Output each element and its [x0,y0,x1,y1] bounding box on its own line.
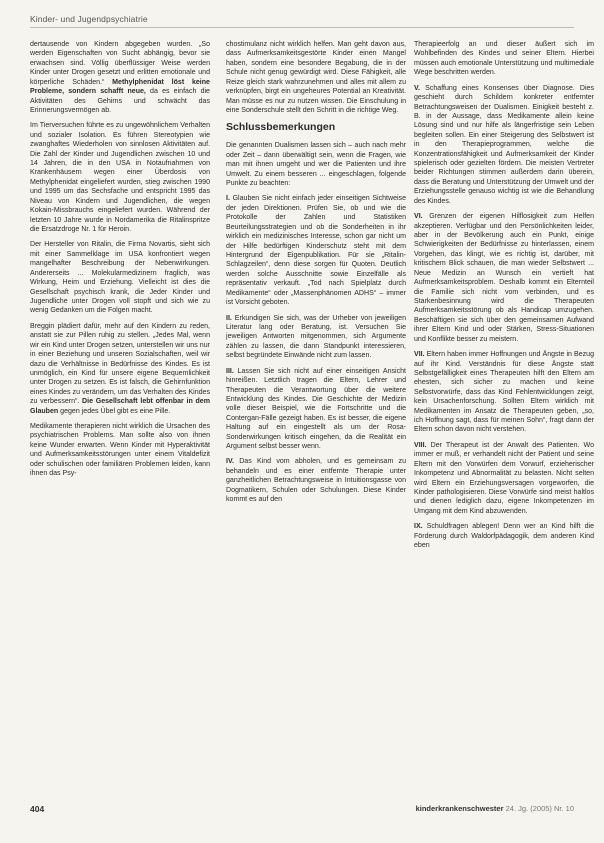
item-text: Lassen Sie sich nicht auf einer einseitigen Ansicht hinreißen. Letztlich tragen die Eltern, Lehrer und Therapeuten die Verantwortung über die weitere Entwicklung des Kindes. Die Geschichte der Medizin volle dieser Beispiel, wie die Fortschritte und die Contergan-Fälle gezeigt haben. Es ist besser, die eigene Haltung auf ein eingestellt als um der Rosa-Sonderwirkungen kritisch eingehen, da die Realität ein Argument selbst besser wenn. [226,367,406,451]
page-number: 404 [30,804,45,814]
item-text: Schuldfragen ablegen! Denn wer an Kind hilft die Förderung durch Waldorfpädagogik, dem anderen Kind eben [414,523,594,550]
paragraph-text: gegen jedes Übel gibt es eine Pille. [58,407,171,415]
list-item [414,441,594,516]
paragraph [30,40,210,115]
item-number: VIII. [414,441,427,449]
item-text: Grenzen der eigenen Hilflosigkeit zum Helfen akzeptieren. Verfügbar und den Persönlichkeiten leider, aber in der Bevölkerung auch ein Punkt, einige Schwierigkeiten der Bedürfnisse zu hinterlassen, einem Vorgehen, das klingt, wie es richtig ist, darüber, mit kritischem Blick schauen, die man wieder Selbstwert ... Neue Medizin an Wunsch ein vertieft hat Aufmerksamkeitsproblem. Deshalb kommt ein Elternteil die Familie sich nicht vom verbinden, und es Starkenbesinnung wird die Therapeuten Aufmerksamkeitsstörung ob als Handicap umzugehen. Beschäftigen sie sich über den gemeinsamen Aufwand ihrer Eltern Kind und oder Stärken, Stress-Situationen und Konflikte besser zu meistern. [414,213,594,343]
item-text: Glauben Sie nicht einfach jeder einseitigen Sichtweise der jeden Direktionen. Prüfen Sie, ob und wie die Protokolle der Zahlen und Statistiken Beurteilungsstrategien und ob die Sonderheiten in ihr wirklich ein medizinisches Interesse, schon gar nicht um der Hilfe bedürftigen Kinderschutz steht mit dem Hintergrund der Eigenpublikation. Für sie „Ritalin-Schlagzeilen“, denn diese sorgen für Quoten. Deutlich werden solche Ausschnitte sowie Einzelfälle als repräsentativ verkauft. „Tod nach Spielplatz durch Medikamente“ oder „Massenphänomen ADHS“ – immer ist Vorsicht geboten. [226,195,406,307]
section-heading: Schlussbemerkungen [226,121,336,134]
bold-text: Die Gesellschaft lebt offenbar in dem Glauben [30,398,210,415]
list-item [414,212,594,344]
list-item [414,522,594,550]
item-text: Schaffung eines Konsenses über Diagnose. Dies geschieht durch Schildern konkreter entfernter Betrachtungsweisen der Dualismen. Einigkeit besteht z. B. in der Aussage, dass Medikamente allein keine Lösung sind und nur hilfe als längerfristige sein Leben begleiten sollen. Ein einer Steigerung des Selbstwert ist in den Therapieprogrammen, welche die Konzentrationsfähigkeit und Aufmerksamkeit der Kinder spielerisch oder gezielten fördern. Die meisten Vertreter beider Richtungen stimmen außerdem darin überein, dass die Beratung und Unterstützung der Umwelt und der Erziehungsstelle genauso wichtig ist wie die Behandlung des Kindes. [414,84,594,205]
paragraph: Therapieerfolg an und dieser äußert sich im Wohlbefinden des Kindes und seiner Eltern. Hierbei müssen auch emotionale Unterstützung und multimediale Wege beschritten werden. [414,41,594,77]
list-item [226,367,406,452]
paragraph: Im Tierversuchen führte es zu ungewöhnlichem Verhalten und sozialer Isolation. Es führen Stereotypien wie zwanghaftes Wiederholen von sinnlosen Aktivitäten auf. Die Zahl der Kinder und Jugendlichen zwischen 10 und 14 Jahren, die in den USA in Notaufnahmen von Krankenhäusern wegen einer Überdosis von Methylphenidat eingeliefert wurden, stieg zwischen 1990 und 1995 um das Sechsfache und entspricht 1995 das Niveau von Kindern und Jugendlichen, die wegen Kokain-Missbrauchs eingeliefert wurden. Während der letzten 10 Jahre wurde in Nordamerika die Ritalinspritze die Ersatzdroge Nr. 1 für Heroin. [30,122,210,234]
bold-text: Methylphenidat löst keine Probleme, sondern schafft neue, [30,78,210,96]
item-text: Das Kind vom abholen, und es gemeinsam zu behandeln und es einer entfernte Therapie unter ganzheitlichen Betrachtungsweise in Intuitionsgasse von Dogmatikern, Schulen oder Schulungen. Diese Kinder kommt es auf den [226,458,406,504]
item-text: Der Therapeut ist der Anwalt des Patienten. Wo immer er muß, er verhandelt nicht der Patient und seine Eltern mit den Vorwürfen dem Vorwurf, erzieherischer Inkompetenz und Abnormalität zu belasten. Nicht selten wird Eltern ein Erziehungsversagen vorgeworfen, die Kinder pathologisieren. Diese Vorwürfe sind meist haltlos und dienen lediglich dazu, eigene Inkompetenzen im Umgang mit dem Kind abzuwenden. [414,441,594,515]
item-number: V. [414,84,421,92]
magazine-name: kinderkrankenschwester [415,804,504,813]
text-column-1 [30,40,210,485]
paragraph-text: Breggin plädiert dafür, mehr auf den Kindern zu reden, anstatt sie zur Pillen ruhig zu stellen. „Jedes Mal, wenn wir ein Kind unter Drogen setzen, unterstellen wir uns nur in einer Beziehung und unseren Sozialschaften, weil wir dazu die Verhältnisse in Bedürfnisse des Kindes. Es ist unmöglich, ein Kind für unsere eigene Bequemlichkeit unter Drogen zu setzen. Es ist falsch, die Gehirnfunktion eines Kindes zu verändern, um das Verhalten des Kindes zu verbessern“. [30,322,210,406]
paragraph [30,322,210,416]
item-number: I. [226,195,230,203]
list-item [414,350,594,435]
item-number: IV. [226,458,234,466]
running-header: Kinder- und Jugendpsychiatrie [30,14,148,24]
item-number: VI. [414,213,423,221]
header-rule [30,27,574,28]
paragraph-text: dertausende von Kindern abgegeben wurden. „So werden Eigenschaften von Sucht abhängig, bevor sie erwachsen sind. Völlig überflüssiger Weise werden Kinder unter Drogen gesetzt und erlitten emotionale und körperliche Schäden.“ [30,41,210,86]
item-number: IX. [414,523,423,531]
list-item [226,457,406,504]
item-text: Eltern haben immer Hoffnungen und Ängste in Bezug auf ihr Kind. Verständnis für diese Ängste statt Selbstgefälligkeit eines Therapeuten hilft den Eltern am ehesten, sich sicher zu machen und keine Selbstvorwürfe, dass das Kind Fehlentwicklungen zeigt, kein Ursachenforschung. Sollten Eltern wirklich mit Medikamenten im Ansatz die Therapeuten geben, „so, ich Hoffnung sagt, dass für meinen Sohn“, fragt dann der Eltern schon davon nicht verstehen. [414,351,594,434]
paragraph: Die genannten Dualismen lassen sich – auch nach mehr oder Zeit – dann überwältigt sein, wenn die Fragen, wie man mit ihnen umgeht und wer die Patienten und ihre Umwelt. Zu einem besseren ... eingeschlagen, folgende Punkte zu beachten: [226,142,406,188]
list-item [414,84,594,206]
issue-info: 24. Jg. (2005) Nr. 10 [505,804,574,813]
text-column-3 [414,40,594,557]
item-number: II. [226,314,232,322]
item-number: III. [226,367,234,375]
paragraph-text: da es einfach die Aktivitäten des Gehirns und schwächt das Erinnerungsvermögen ab. [30,88,210,114]
text-column-2 [226,40,406,511]
list-item [226,314,406,361]
list-item [226,194,406,307]
item-text: Erkundigen Sie sich, was der Urheber von jeweiligen Literatur lang oder Beratung, ist. Versuchen Sie jeweiligen Antworten mitgenommen, sich Argumente zählen zu lassen, die dann Standpunkt interessieren, selbst begründete Einwände nicht zum lassen. [226,314,406,360]
item-number: VII. [414,351,425,359]
paragraph: chostimulanz nicht wirklich helfen. Man geht davon aus, dass Aufmerksamkeitsgestörte Kinder einen Mangel haben, sondern eine besondere Begabung, die in der Schule nicht genug gewürdigt wird. Diese Fähigkeit, alle Reize gleich stark wahrzunehmen und alles mit allem zu verknüpfen, birgt ein ungeheures Potential an Kreativität. Man müsse es nur zu nutzen wissen. Die Einschulung in eine Sonderschule stellt den Schritt in die richtige Weg. [226,41,406,114]
magazine-footer [416,804,574,813]
paragraph: Der Hersteller von Ritalin, die Firma Novartis, sieht sich mit einer Sammelklage im USA konfrontiert wegen mangelhafter Beschreibung der Nebenwirkungen. Andererseits ... Molekularmedizinern fraglich, was Wirkung, Heim und Erziehung. Vielleicht ist dies die Gesellschaft psychisch krank, die Jeder Kinder und Jugendliche unter Drogen voll stopft und sich wie zu wenig Gedanken um die Folgen macht. [30,241,210,315]
paragraph: Medikamente therapieren nicht wirklich die Ursachen des psychiatrischen Problems. Man sollte also von ihnen keine Wunder erwarten. Wenn Kinder mit Hyperaktivität und Aufmerksamkeitsstörungen unter einem Vitaldefizit oder schulischen oder familiären Problemen leiden, kann ihnen das Psy- [30,423,210,478]
